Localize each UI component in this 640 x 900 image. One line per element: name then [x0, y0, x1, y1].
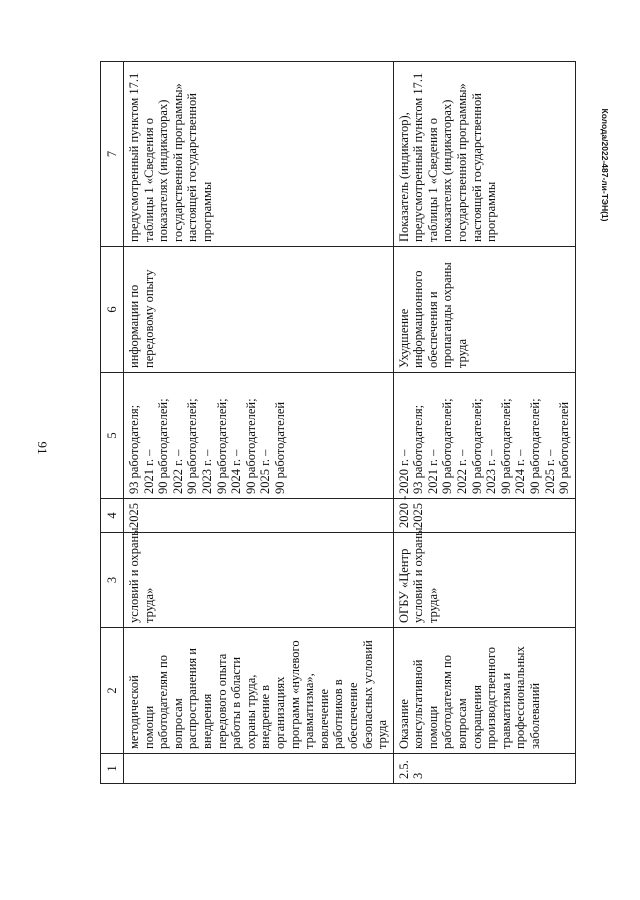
- header-col-5: 5: [101, 373, 124, 499]
- cell-text-line: распространения и: [185, 648, 200, 749]
- cell-text-line: 2021 г. –: [141, 449, 156, 494]
- cell-text-line: 90 работодателей;: [469, 398, 484, 494]
- cell-text-line: 90 работодателей;: [243, 398, 258, 494]
- cell-text-line: заболеваний: [528, 682, 543, 749]
- cell-text-line: Ухудшение: [396, 308, 411, 368]
- cell-text-line: 2024 г. –: [229, 449, 244, 494]
- cell-text-line: ОГБУ «Центр: [396, 548, 411, 623]
- cell-text-line: организациях: [272, 676, 287, 749]
- cell-text-line: 90 работодателей;: [498, 398, 513, 494]
- cell-text-line: 90 работодателей: [557, 401, 572, 494]
- cell-text-line: вопросам: [455, 698, 470, 749]
- cell-period: 2025: [124, 499, 394, 533]
- cell-text-line: 2022 г. –: [455, 449, 470, 494]
- cell-text-line: 93 работодателя;: [411, 404, 426, 494]
- cell-text-line: 90 работодателей: [272, 401, 287, 494]
- cell-text-line: 90 работодателей;: [214, 398, 229, 494]
- cell-text-line: предусмотренный пунктом 17.1: [127, 72, 141, 242]
- cell-text-line: профессиональных: [513, 646, 528, 749]
- table-row: [393, 62, 575, 784]
- cell-text-line: Оказание: [396, 699, 411, 749]
- cell-text-line: программ «нулевого: [287, 640, 302, 749]
- cell-text-line: таблицы 1 «Сведения о: [141, 118, 156, 242]
- cell-text-line: травматизма»,: [302, 673, 317, 749]
- cell-text-line: вопросам: [170, 698, 185, 749]
- cell-text-line: работников в: [331, 679, 346, 749]
- cell-text-line: труда»: [141, 587, 156, 623]
- cell-result: [124, 373, 394, 499]
- cell-text-line: передового опыта: [214, 653, 229, 749]
- cell-text-line: 90 работодателей;: [185, 398, 200, 494]
- cell-text-line: пропаганды охраны: [440, 262, 455, 368]
- cell-text-line: сокращения: [469, 685, 484, 749]
- cell-text-line: безопасных условий: [360, 640, 375, 749]
- header-col-7: 7: [101, 62, 124, 247]
- cell-indicator: [393, 62, 575, 247]
- cell-text-line: методической: [127, 675, 141, 749]
- cell-number: 2.5.3: [393, 754, 575, 784]
- cell-indicator: [124, 62, 394, 247]
- cell-number: [124, 754, 394, 784]
- cell-text-line: 2025 г. –: [542, 449, 557, 494]
- cell-text-line: консультативной: [411, 659, 426, 749]
- cell-text-line: государственной программы»: [455, 83, 470, 242]
- program-table: [100, 61, 576, 784]
- cell-text-line: внедрение в: [258, 684, 273, 749]
- cell-text-line: 2023 г. –: [199, 449, 214, 494]
- rotated-table-container: [100, 62, 572, 784]
- cell-text-line: работодателям по: [440, 655, 455, 749]
- cell-text-line: таблицы 1 «Сведения о: [425, 118, 440, 242]
- cell-text-line: 2022 г. –: [170, 449, 185, 494]
- cell-text-line: труда»: [425, 587, 440, 623]
- cell-text-line: помощи: [425, 705, 440, 749]
- header-col-2: 2: [101, 628, 124, 754]
- cell-text-line: охраны труда,: [243, 674, 258, 749]
- cell-text-line: настоящей государственной: [469, 93, 484, 242]
- cell-text-line: травматизма и: [498, 672, 513, 749]
- cell-text-line: 2025 г. –: [258, 449, 273, 494]
- document-code: Колода/2022-487-ли-ТЭН(1): [600, 108, 610, 222]
- cell-text-line: 90 работодателей;: [440, 398, 455, 494]
- cell-text-line: условий и охраны: [411, 527, 426, 623]
- cell-text-line: передовому опыту: [141, 269, 156, 368]
- cell-text-line: программы: [199, 181, 214, 242]
- cell-text-line: обеспечения и: [425, 291, 440, 368]
- cell-text-line: 2024 г. –: [513, 449, 528, 494]
- cell-text-line: информационного: [411, 270, 426, 368]
- header-col-1: 1: [101, 754, 124, 784]
- cell-text-line: 90 работодателей;: [156, 398, 171, 494]
- header-row: [101, 62, 124, 784]
- header-col-3: 3: [101, 533, 124, 628]
- cell-text-line: работы в области: [229, 656, 244, 749]
- cell-text-line: обеспечение: [345, 682, 360, 749]
- cell-text-line: внедрения: [199, 693, 214, 749]
- cell-text-line: условий и охраны: [127, 527, 141, 623]
- cell-text-line: программы: [484, 181, 499, 242]
- header-col-6: 6: [101, 247, 124, 373]
- cell-period: [393, 495, 575, 533]
- cell-text-line: 2023 г. –: [484, 449, 499, 494]
- cell-activity: [124, 628, 394, 754]
- cell-consequences: [124, 247, 394, 373]
- header-col-4: 4: [101, 499, 124, 533]
- cell-text-line: Показатель (индикатор),: [396, 112, 411, 242]
- cell-text-line: 2020 г. –: [396, 449, 411, 494]
- cell-activity: [393, 628, 575, 754]
- cell-text-line: работодателям по: [156, 655, 171, 749]
- cell-executor: [124, 527, 394, 628]
- cell-text-line: 2021 г. –: [425, 449, 440, 494]
- cell-text-line: предусмотренный пунктом 17.1: [411, 72, 426, 242]
- cell-consequences: [393, 247, 575, 373]
- table-row: [124, 62, 394, 784]
- cell-text-line: 90 работодателей;: [528, 398, 543, 494]
- cell-text-line: информации по: [127, 284, 141, 368]
- cell-text-line: государственной программы»: [170, 83, 185, 242]
- cell-text-line: производственного: [484, 647, 499, 749]
- cell-text-line: вовлечение: [316, 688, 331, 749]
- cell-text-line: труда: [375, 719, 390, 749]
- cell-text-line: 93 работодателя;: [127, 404, 141, 494]
- cell-text-line: труда: [455, 338, 470, 368]
- cell-executor: [393, 527, 575, 628]
- cell-text-line: показателях (индикаторах): [156, 99, 171, 242]
- cell-text-line: 2020 -: [396, 495, 411, 528]
- cell-text-line: показателях (индикаторах): [440, 99, 455, 242]
- cell-result: [393, 373, 575, 499]
- page-number: 91: [35, 441, 50, 455]
- cell-text-line: настоящей государственной: [185, 93, 200, 242]
- cell-text-line: помощи: [141, 705, 156, 749]
- cell-text-line: 2025: [411, 503, 426, 528]
